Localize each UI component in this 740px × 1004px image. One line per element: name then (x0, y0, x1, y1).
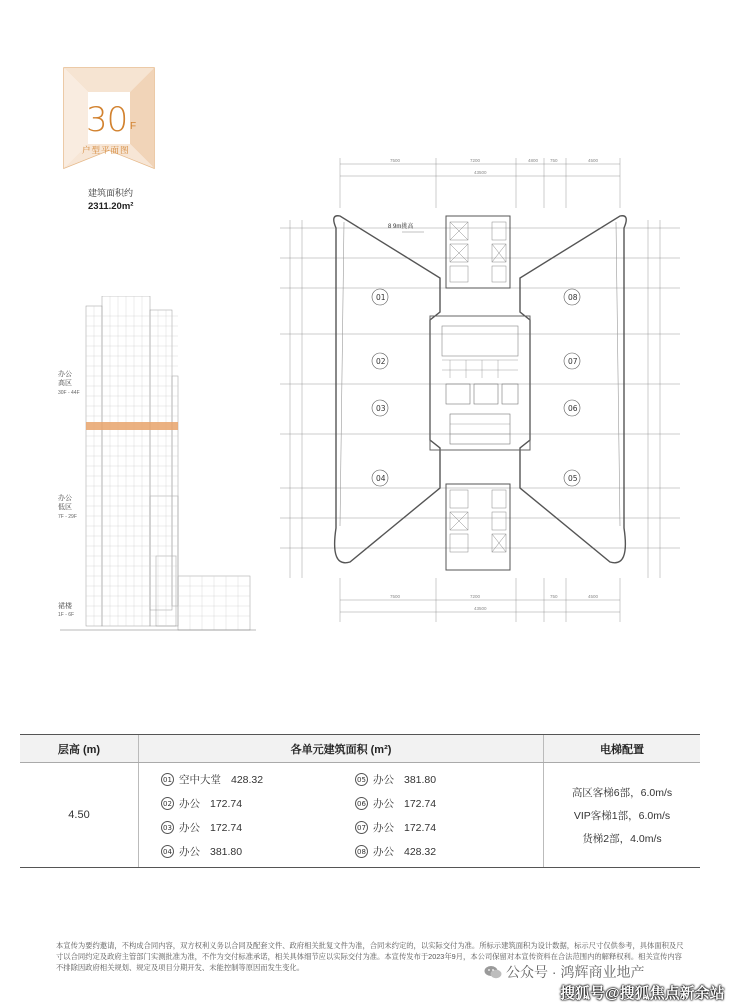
tower-drawing (60, 296, 260, 636)
svg-text:7200: 7200 (470, 158, 481, 163)
area-value: 2311.20m² (88, 201, 134, 212)
unit-row: 03 办公 172.74 (161, 820, 242, 835)
svg-text:4800: 4800 (528, 158, 539, 163)
unit-list (138, 763, 544, 867)
current-floor-band (86, 422, 178, 430)
header-floor-height: 层高 (m) (57, 743, 101, 756)
svg-text:750: 750 (550, 158, 558, 163)
svg-text:7200: 7200 (470, 594, 481, 599)
floor-plan-drawing (270, 148, 690, 638)
zone-low-label: 办公 低区 (58, 495, 72, 511)
wechat-account-name: 公众号 · 鸿辉商业地产 (506, 964, 645, 980)
disclaimer-text: 本宣传为要约邀请，不构成合同内容，双方权利义务以合同及配套文件、政府相关批复文件为准，合同未约定的，以实际交付为准。所标示建筑面积为设计数据，标示尺寸仅供参考，具体面积及尺寸以合同约定及政府主管部门实测批准为准，不作为交付标准承诺，相关具体细节应以实际交付为准。本宣传发布于2023年9月，本公司保留对本宣传资料在合法范围内的解释权利。相关宣传内容不排除因政府相关规划、规定及项目分期开发、未能控制等原因而发生变化。 (56, 941, 684, 972)
plan-unit-08: 08 (568, 293, 578, 302)
watermark: 搜狐号@搜狐焦点新余站 (560, 985, 725, 1002)
floor-badge (58, 64, 160, 176)
floor-plan-subtitle: 户型平面图 (82, 145, 130, 155)
svg-text:750: 750 (550, 594, 558, 599)
area-label: 建筑面积约 (88, 188, 134, 198)
table-header (20, 735, 700, 763)
elevator-vip: VIP客梯1部，6.0m/s (573, 809, 671, 822)
elevator-config (544, 763, 700, 867)
header-unit-area: 各单元建筑面积 (m²) (138, 735, 544, 762)
unit-row: 02 办公 172.74 (161, 796, 242, 811)
svg-text:43500: 43500 (474, 606, 487, 611)
plan-unit-06: 06 (568, 404, 578, 413)
unit-row: 08 办公 428.32 (355, 844, 436, 859)
unit-row: 07 办公 172.74 (355, 820, 436, 835)
wechat-icon (484, 965, 502, 980)
table-body (20, 763, 700, 867)
plan-unit-04: 04 (376, 474, 386, 483)
elevator-high: 高区客梯6部，6.0m/s (571, 786, 673, 799)
unit-row: 06 办公 172.74 (355, 796, 436, 811)
dim-top-label: 7500 (390, 158, 401, 163)
plan-unit-02: 02 (376, 357, 386, 366)
plan-unit-07: 07 (568, 357, 578, 366)
unit-row: 01 空中大堂 428.32 (161, 772, 263, 787)
plan-unit-03: 03 (376, 404, 386, 413)
floor-plan (270, 148, 690, 643)
double-height-annotation: 8 9m挑高 (388, 224, 414, 230)
tower-elevation (60, 296, 260, 641)
plan-unit-01: 01 (376, 293, 386, 302)
svg-text:43500: 43500 (474, 170, 487, 175)
svg-text:4500: 4500 (588, 594, 599, 599)
zone-high-range: 30F - 44F (58, 390, 80, 396)
unit-area-table (20, 734, 700, 868)
plan-unit-05: 05 (568, 474, 578, 483)
zone-high-label: 办公 高区 (58, 371, 72, 387)
unit-row: 05 办公 381.80 (355, 772, 436, 787)
floor-suffix: F (130, 121, 137, 132)
svg-text:4500: 4500 (588, 158, 599, 163)
elevator-freight: 货梯2部，4.0m/s (582, 832, 662, 845)
svg-text:7500: 7500 (390, 594, 401, 599)
zone-low-range: 7F - 29F (58, 514, 77, 520)
floor-number: 30 (86, 100, 128, 140)
unit-row: 04 办公 381.80 (161, 844, 242, 859)
wechat-account (484, 962, 644, 982)
zone-podium-label: 裙楼 (58, 603, 72, 610)
floor-height-value: 4.50 (68, 809, 90, 821)
zone-podium-range: 1F - 6F (58, 612, 75, 618)
header-elevator: 电梯配置 (600, 743, 644, 756)
